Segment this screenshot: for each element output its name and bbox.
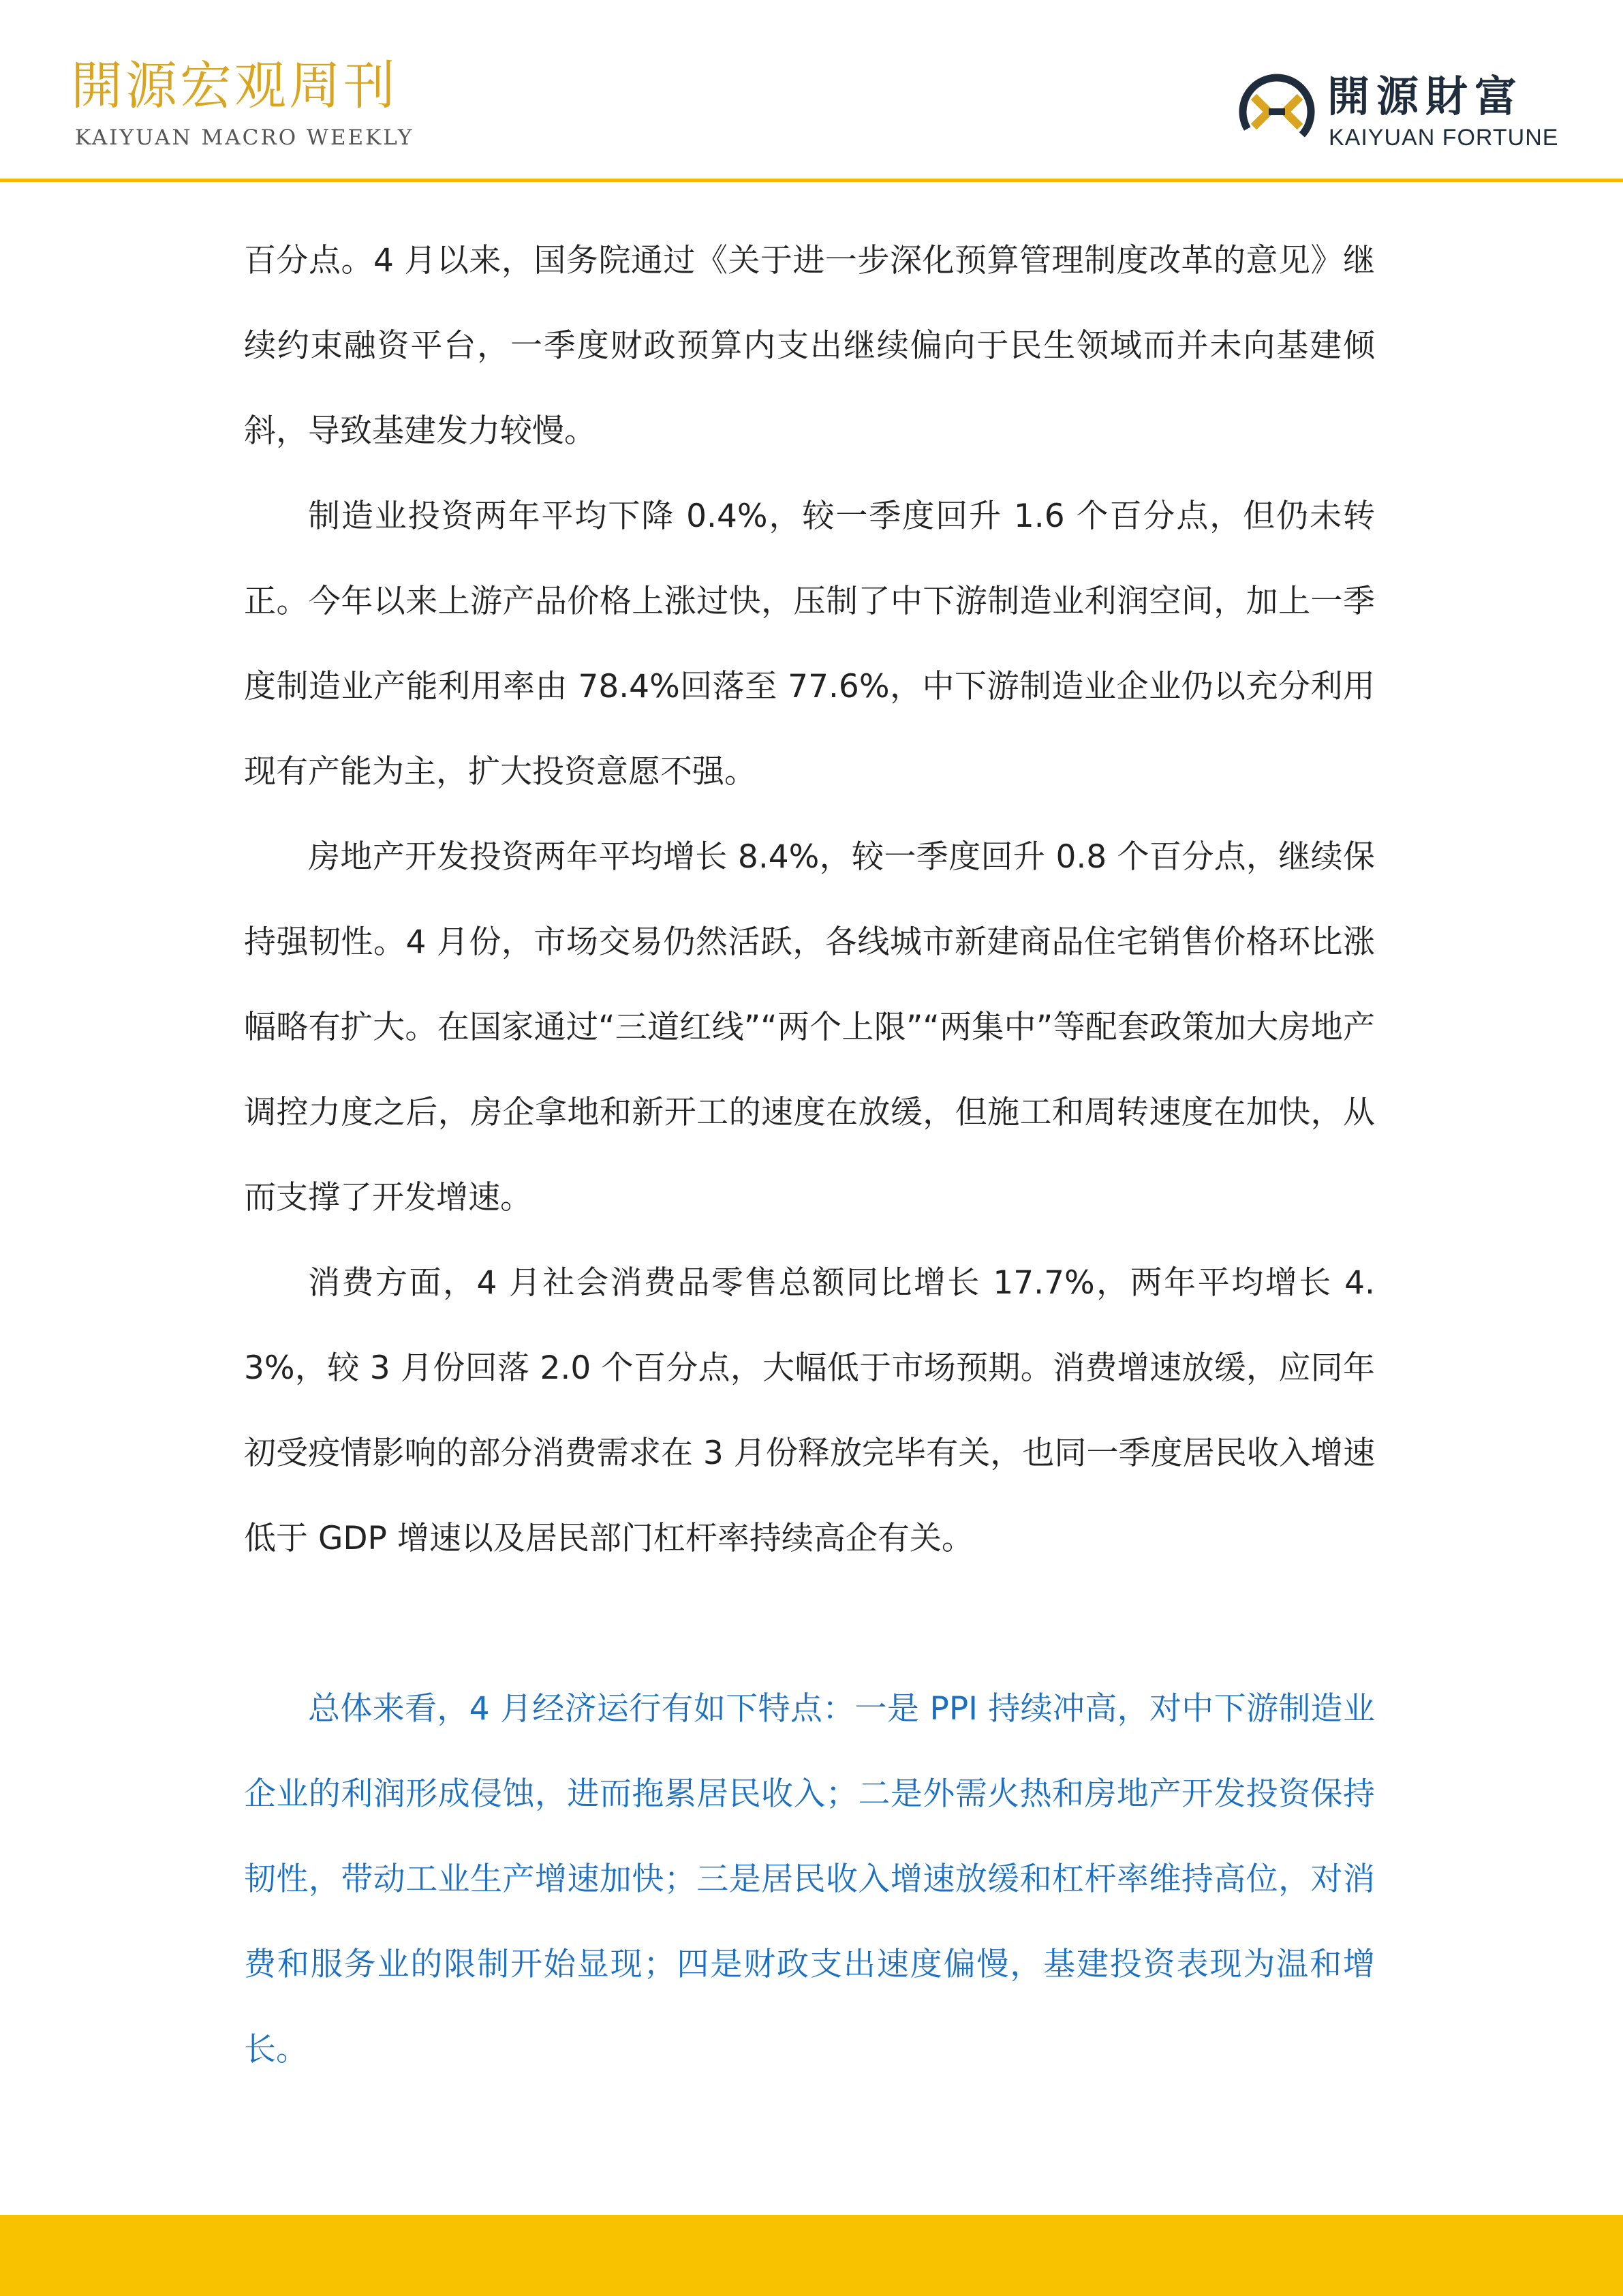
kaiyuan-fortune-logo — [1239, 65, 1566, 154]
article-body — [244, 218, 1375, 2092]
logo-english-name: KAIYUAN FORTUNE — [1329, 125, 1559, 151]
body-paragraph: 百分点。4 月以来，国务院通过《关于进一步深化预算管理制度改革的意见》继续约束融资平台，一季度财政预算内支出继续偏向于民生领域而并未向基建倾斜，导致基建发力较慢。 — [244, 242, 1375, 450]
kaiyuan-logo-mark-icon — [1239, 74, 1315, 150]
body-paragraph: 消费方面，4 月社会消费品零售总额同比增长 17.7%，两年平均增长 4.3%，较 3 月份回落 2.0 个百分点，大幅低于市场预期。消费增速放缓，应同年初受疫情影响的部分消费需求在 3 月份释放完毕有关，也同一季度居民收入增速低于 GDP 增速以及居民部门杠杆率持续高企有关。 — [244, 1264, 1375, 1557]
summary-paragraph: 总体来看，4 月经济运行有如下特点：一是 PPI 持续冲高，对中下游制造业企业的利润形成侵蚀，进而拖累居民收入；二是外需火热和房地产开发投资保持韧性，带动工业生产增速加快；三是居民收入增速放缓和杠杆率维持高位，对消费和服务业的限制开始显现；四是财政支出速度偏慢，基建投资表现为温和增长。 — [244, 1690, 1375, 2068]
publication-subtitle: KAIYUAN MACRO WEEKLY — [75, 125, 414, 150]
footer-bar — [0, 2215, 1623, 2296]
page-header — [0, 0, 1623, 181]
header-divider — [0, 179, 1623, 182]
publication-title: 開源宏观周刊 — [71, 55, 398, 116]
body-paragraph: 制造业投资两年平均下降 0.4%，较一季度回升 1.6 个百分点，但仍未转正。今年以来上游产品价格上涨过快，压制了中下游制造业利润空间，加上一季度制造业产能利用率由 78.4%回落至 77.6%，中下游制造业企业仍以充分利用现有产能为主，扩大投资意愿不强。 — [244, 498, 1375, 791]
logo-chinese-name: 開源財富 — [1327, 72, 1524, 121]
body-paragraph: 房地产开发投资两年平均增长 8.4%，较一季度回升 0.8 个百分点，继续保持强韧性。4 月份，市场交易仍然活跃，各线城市新建商品住宅销售价格环比涨幅略有扩大。在国家通过“三道红线”“两个上限”“两集中”等配套政策加大房地产调控力度之后，房企拿地和新开工的速度在放缓，但施工和周转速度在加快，从而支撑了开发增速。 — [244, 838, 1375, 1216]
